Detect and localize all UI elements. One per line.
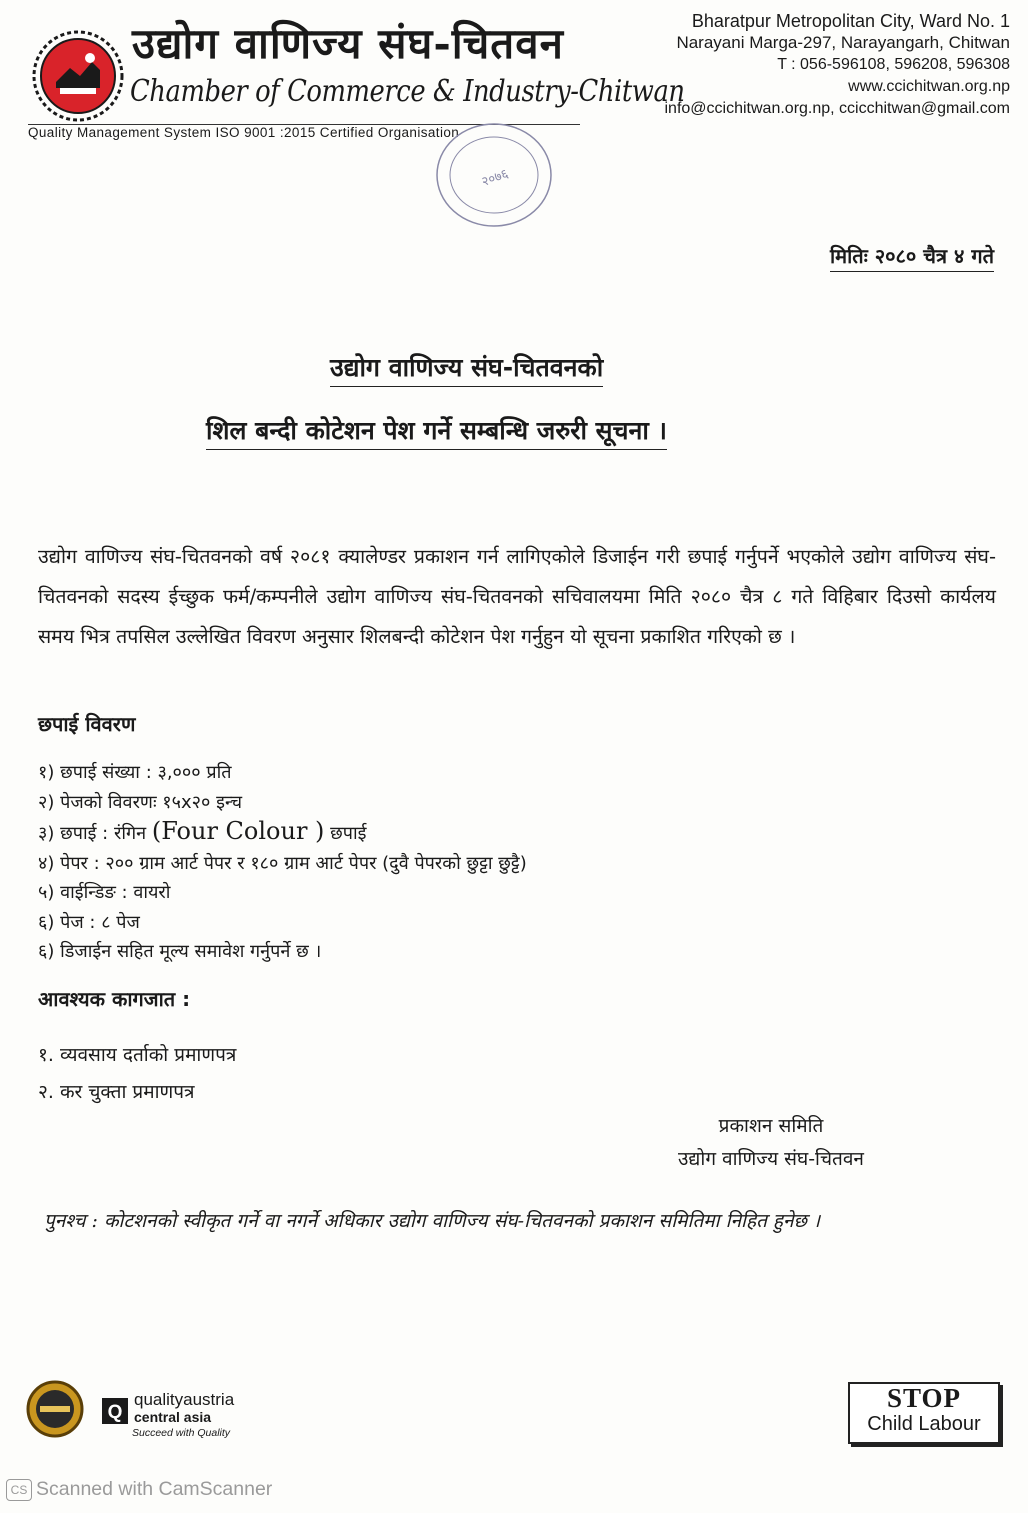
- list-item: १) छपाई संख्या : ३,००० प्रति: [38, 762, 232, 783]
- required-documents-heading: आवश्यक कागजात :: [38, 987, 191, 1011]
- camscanner-icon: CS: [6, 1479, 32, 1501]
- certification-text: Quality Management System ISO 9001 :2015 Certified Organisation: [28, 125, 460, 140]
- list-item-suffix: छपाई: [330, 823, 367, 844]
- quality-austria-icon: [102, 1398, 128, 1424]
- notice-title-line-1: उद्योग वाणिज्य संघ-चितवनको: [330, 350, 603, 387]
- child-labour-label: Child Labour: [867, 1413, 981, 1435]
- org-name-english: Chamber of Commerce & Industry-Chitwan: [130, 74, 685, 109]
- list-item: ६) डिजाईन सहित मूल्य समावेश गर्नुपर्ने छ ।: [38, 941, 322, 962]
- signature-org: उद्योग वाणिज्य संघ-चितवन: [678, 1148, 864, 1170]
- list-item: १. व्यवसाय दर्ताको प्रमाणपत्र: [38, 1044, 237, 1066]
- list-item: [38, 817, 527, 849]
- notice-body-paragraph: उद्योग वाणिज्य संघ-चितवनको वर्ष २०८१ क्यालेण्डर प्रकाशन गर्न लागिएकोले डिजाईन गरी छपाई गर्नुपर्ने भएकोले उद्योग वाणिज्य संघ-चितवनको सदस्य ईच्छुक फर्म/कम्पनीले उद्योग वाणिज्य संघ-चितवनको सचिवालयमा मिति २०८० चैत्र ८ गते विहिबार दिउसो कार्यलय समय भित्र तपसिल उल्लेखित विवरण अनुसार शिलबन्दी कोटेशन पेश गर्नुहुन यो सूचना प्रकाशित गरिएको छ ।: [38, 545, 996, 648]
- list-item-text: ३) छपाई : रंगिन: [38, 823, 147, 844]
- list-item: ४) पेपर : २०० ग्राम आर्ट पेपर र १८० ग्राम आर्ट पेपर (दुवै पेपरको छुट्टा छुट्टै): [38, 852, 527, 874]
- contact-block: [665, 10, 1011, 120]
- stamp-text: २०७६: [479, 166, 511, 190]
- quality-austria-region: central asia: [134, 1409, 212, 1425]
- phone-numbers: T : 056-596108, 596208, 596308: [777, 56, 1010, 73]
- quality-austria-tagline: Succeed with Quality: [132, 1427, 231, 1439]
- required-documents-list: [38, 1037, 236, 1111]
- svg-text:Q: Q: [107, 1402, 123, 1423]
- address-line-2: Narayani Marga-297, Narayangarh, Chitwan: [676, 33, 1010, 52]
- list-item: २) पेजको विवरणः १५x२० इन्च: [38, 791, 243, 813]
- printing-details-heading: छपाई विवरण: [38, 712, 136, 736]
- four-colour-label: (Four Colour ): [151, 817, 325, 845]
- list-item: २. कर चुक्ता प्रमाणपत्र: [38, 1081, 195, 1103]
- printing-details-list: [38, 758, 527, 967]
- notice-date: मितिः २०८० चैत्र ४ गते: [830, 242, 994, 272]
- chamber-logo: [30, 28, 126, 124]
- notice-title-line-2: शिल बन्दी कोटेशन पेश गर्ने सम्बन्धि जरुरी सूचना ।: [206, 413, 667, 450]
- iso-certification-badge-icon: [26, 1380, 84, 1438]
- postscript-note: पुनश्च : कोटशनको स्वीकृत गर्ने वा नगर्ने अधिकार उद्योग वाणिज्य संघ-चितवनको प्रकाशन समितिमा निहित हुनेछ ।: [44, 1210, 821, 1232]
- signature-block: [596, 1110, 946, 1176]
- org-name-nepali: उद्योग वाणिज्य संघ-चितवन: [132, 19, 564, 68]
- stop-child-labour-badge: [848, 1382, 1000, 1444]
- quality-austria-brand: qualityaustria: [134, 1390, 235, 1409]
- signature-committee: प्रकाशन समिति: [718, 1115, 824, 1137]
- website-link[interactable]: www.ccichitwan.org.np: [848, 78, 1010, 95]
- stop-label: STOP: [886, 1383, 962, 1413]
- office-stamp: [433, 120, 555, 230]
- address-line-1: Bharatpur Metropolitan City, Ward No. 1: [691, 11, 1010, 31]
- email-link[interactable]: info@ccichitwan.org.np, ccicchitwan@gmail.com: [664, 100, 1010, 117]
- camscanner-watermark: [6, 1478, 272, 1501]
- list-item: ६) पेज : ८ पेज: [38, 911, 140, 933]
- list-item: ५) वाईन्डिङ : वायरो: [38, 882, 171, 903]
- camscanner-text: Scanned with CamScanner: [36, 1478, 273, 1500]
